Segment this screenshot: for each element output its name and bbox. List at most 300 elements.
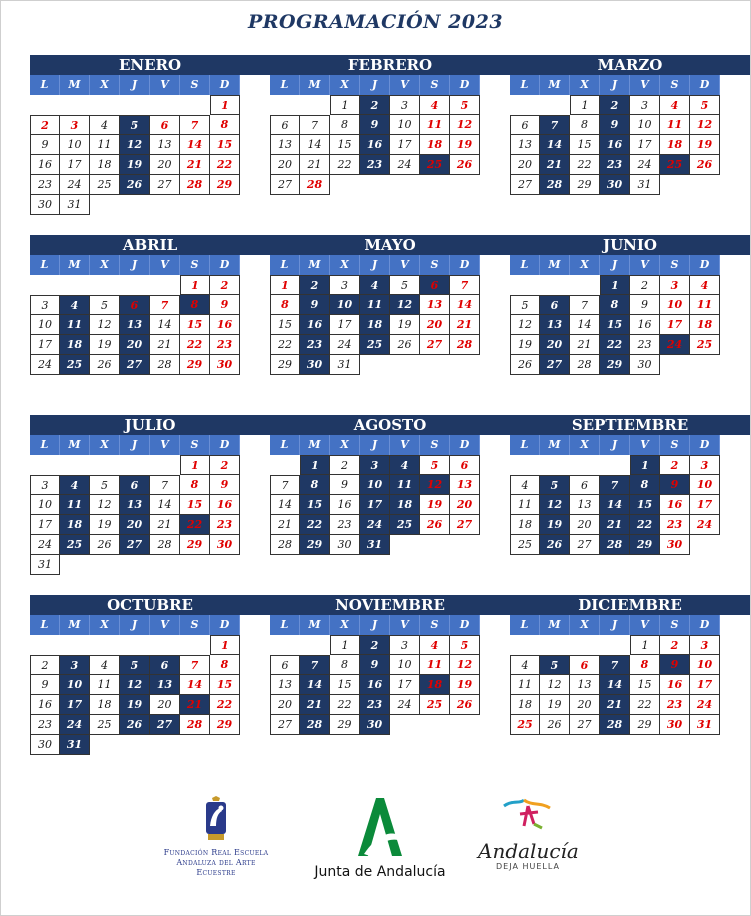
day-cell: 1 [630,635,660,655]
day-cell: 23 [630,335,660,355]
day-cell: 26 [510,355,540,375]
day-cell: 23 [330,515,360,535]
day-cell: 5 [420,455,450,475]
weekday-header: J [120,615,150,635]
day-cell: 24 [630,155,660,175]
weekday-header: S [420,615,450,635]
day-cell: 11 [390,475,420,495]
day-cell: 2 [360,95,390,115]
day-cell: 2 [660,455,690,475]
day-cell: 22 [300,515,330,535]
day-cell: 7 [300,115,330,135]
weekday-header: M [300,435,330,455]
day-cell: 8 [570,115,600,135]
day-cell: 11 [60,495,90,515]
day-cell: 24 [690,515,720,535]
day-cell: 18 [60,515,90,535]
weekday-header: J [120,435,150,455]
day-cell: 5 [450,95,480,115]
day-cell: 11 [90,675,120,695]
day-cell: 18 [690,315,720,335]
weekday-header: X [570,255,600,275]
day-cell: 18 [360,315,390,335]
weekday-header: L [270,255,300,275]
day-cell: 10 [690,475,720,495]
day-cell: 7 [180,115,210,135]
weekday-header: V [390,435,420,455]
day-cell: 22 [180,515,210,535]
day-cell: 16 [360,675,390,695]
day-cell: 10 [60,135,90,155]
day-cell: 8 [210,655,240,675]
weekday-header: M [540,255,570,275]
month-diciembre [510,595,750,735]
fundacion-line2: Andaluza del Arte Ecuestre [176,858,256,877]
day-cell: 29 [210,175,240,195]
day-cell: 19 [450,675,480,695]
empty-cell [570,275,600,295]
weekday-header: D [690,75,720,95]
month-enero [30,55,270,215]
month-title: DICIEMBRE [510,595,750,615]
day-cell: 15 [180,315,210,335]
weekday-header: J [360,615,390,635]
day-cell: 11 [60,315,90,335]
day-cell: 14 [150,495,180,515]
weekday-header: S [420,435,450,455]
day-cell: 6 [420,275,450,295]
day-cell: 8 [270,295,300,315]
weekday-header: V [150,615,180,635]
day-cell: 25 [510,535,540,555]
day-cell: 7 [600,475,630,495]
weekday-header: X [330,435,360,455]
day-cell: 5 [120,655,150,675]
weekday-header: S [180,75,210,95]
day-cell: 27 [150,715,180,735]
day-cell: 14 [270,495,300,515]
day-cell: 19 [540,695,570,715]
month-title: ENERO [30,55,270,75]
day-cell: 15 [570,135,600,155]
day-cell: 24 [660,335,690,355]
day-cell: 28 [150,355,180,375]
day-cell: 28 [300,715,330,735]
empty-cell [510,455,540,475]
day-cell: 22 [210,695,240,715]
day-cell: 23 [30,175,60,195]
weekday-header: J [600,255,630,275]
day-cell: 2 [600,95,630,115]
empty-cell [90,455,120,475]
day-cell: 25 [660,155,690,175]
weekday-header: D [450,75,480,95]
day-cell: 27 [510,175,540,195]
day-cell: 6 [150,115,180,135]
day-cell: 17 [390,675,420,695]
empty-cell [510,635,540,655]
weekday-header: S [180,255,210,275]
month-septiembre [510,415,750,555]
day-cell: 2 [210,275,240,295]
day-cell: 25 [60,355,90,375]
month-title: MARZO [510,55,750,75]
day-cell: 9 [300,295,330,315]
day-cell: 13 [510,135,540,155]
month-julio [30,415,270,575]
day-cell: 16 [630,315,660,335]
day-cell: 14 [180,675,210,695]
day-cell: 11 [690,295,720,315]
day-cell: 12 [390,295,420,315]
day-cell: 21 [180,155,210,175]
day-cell: 19 [690,135,720,155]
day-cell: 26 [90,355,120,375]
weekday-header: M [60,435,90,455]
day-cell: 17 [630,135,660,155]
day-cell: 4 [420,635,450,655]
day-cell: 3 [60,115,90,135]
day-cell: 4 [510,475,540,495]
day-cell: 21 [150,335,180,355]
weekday-header: L [30,615,60,635]
empty-cell [90,635,120,655]
day-cell: 26 [450,155,480,175]
day-cell: 31 [60,735,90,755]
day-cell: 12 [90,315,120,335]
day-cell: 15 [630,495,660,515]
day-cell: 3 [690,635,720,655]
empty-cell [540,635,570,655]
day-cell: 13 [570,675,600,695]
month-days-grid [270,435,510,555]
empty-cell [570,455,600,475]
empty-cell [300,635,330,655]
weekday-header: D [210,615,240,635]
day-cell: 14 [600,495,630,515]
day-cell: 16 [360,135,390,155]
weekday-header: D [690,255,720,275]
day-cell: 9 [600,115,630,135]
weekday-header: M [300,75,330,95]
day-cell: 31 [360,535,390,555]
month-title: MAYO [270,235,510,255]
day-cell: 28 [540,175,570,195]
day-cell: 8 [330,115,360,135]
day-cell: 12 [90,495,120,515]
day-cell: 1 [570,95,600,115]
weekday-header: X [90,255,120,275]
day-cell: 15 [330,675,360,695]
day-cell: 19 [120,155,150,175]
day-cell: 1 [300,455,330,475]
day-cell: 19 [120,695,150,715]
weekday-header: J [360,75,390,95]
day-cell: 23 [660,515,690,535]
weekday-header: V [150,255,180,275]
day-cell: 11 [510,495,540,515]
day-cell: 28 [600,715,630,735]
day-cell: 9 [660,475,690,495]
day-cell: 29 [330,715,360,735]
empty-cell [150,275,180,295]
day-cell: 13 [450,475,480,495]
weekday-header: J [600,615,630,635]
day-cell: 11 [510,675,540,695]
day-cell: 27 [150,175,180,195]
day-cell: 15 [600,315,630,335]
day-cell: 7 [150,295,180,315]
weekday-header: X [90,615,120,635]
weekday-header: J [600,435,630,455]
day-cell: 19 [540,515,570,535]
month-marzo [510,55,750,195]
weekday-header: X [330,75,360,95]
day-cell: 1 [330,95,360,115]
day-cell: 30 [600,175,630,195]
day-cell: 10 [30,495,60,515]
weekday-header: L [510,75,540,95]
weekday-header: J [360,255,390,275]
day-cell: 16 [660,675,690,695]
weekday-header: X [90,75,120,95]
month-days-grid [510,255,750,375]
day-cell: 21 [150,515,180,535]
empty-cell [300,95,330,115]
day-cell: 11 [360,295,390,315]
weekday-header: D [450,615,480,635]
month-mayo [270,235,510,375]
andalucia-logo [478,796,578,871]
andalucia-text: Andalucía [478,839,579,863]
day-cell: 3 [30,295,60,315]
weekday-header: L [510,255,540,275]
day-cell: 9 [330,475,360,495]
day-cell: 25 [90,175,120,195]
junta-text: Junta de Andalucía [314,864,446,880]
day-cell: 27 [450,515,480,535]
day-cell: 15 [330,135,360,155]
weekday-header: D [210,255,240,275]
day-cell: 12 [510,315,540,335]
empty-cell [90,275,120,295]
day-cell: 20 [570,695,600,715]
weekday-header: V [150,435,180,455]
day-cell: 1 [270,275,300,295]
day-cell: 15 [300,495,330,515]
day-cell: 10 [660,295,690,315]
day-cell: 10 [630,115,660,135]
day-cell: 28 [270,535,300,555]
month-days-grid [30,75,270,215]
day-cell: 21 [180,695,210,715]
empty-cell [510,275,540,295]
day-cell: 22 [330,155,360,175]
day-cell: 28 [180,715,210,735]
day-cell: 13 [150,675,180,695]
weekday-header: D [450,255,480,275]
day-cell: 14 [180,135,210,155]
day-cell: 11 [660,115,690,135]
day-cell: 19 [450,135,480,155]
empty-cell [120,95,150,115]
weekday-header: S [420,255,450,275]
day-cell: 5 [120,115,150,135]
month-days-grid [30,615,270,755]
weekday-header: X [570,615,600,635]
day-cell: 28 [300,175,330,195]
weekday-header: L [270,435,300,455]
day-cell: 26 [420,515,450,535]
weekday-header: V [630,435,660,455]
day-cell: 3 [30,475,60,495]
day-cell: 24 [390,695,420,715]
day-cell: 2 [330,455,360,475]
month-days-grid [30,435,270,575]
day-cell: 20 [270,695,300,715]
day-cell: 25 [60,535,90,555]
month-days-grid [270,615,510,735]
page-title: PROGRAMACIÓN 2023 [247,11,504,33]
day-cell: 21 [600,515,630,535]
day-cell: 17 [360,495,390,515]
weekday-header: X [570,435,600,455]
day-cell: 16 [330,495,360,515]
empty-cell [120,635,150,655]
day-cell: 5 [540,655,570,675]
weekday-header: V [390,75,420,95]
day-cell: 21 [300,155,330,175]
day-cell: 30 [210,535,240,555]
day-cell: 15 [210,675,240,695]
day-cell: 5 [510,295,540,315]
month-title: SEPTIEMBRE [510,415,750,435]
day-cell: 15 [210,135,240,155]
day-cell: 28 [150,535,180,555]
day-cell: 21 [300,695,330,715]
day-cell: 2 [30,655,60,675]
day-cell: 20 [150,695,180,715]
day-cell: 17 [30,515,60,535]
logos-footer [0,790,751,890]
day-cell: 7 [150,475,180,495]
day-cell: 18 [60,335,90,355]
day-cell: 30 [660,535,690,555]
andalucia-tagline: DEJA HUELLA [496,862,560,871]
day-cell: 13 [270,135,300,155]
day-cell: 13 [420,295,450,315]
day-cell: 16 [30,155,60,175]
weekday-header: V [390,255,420,275]
day-cell: 26 [450,695,480,715]
junta-a-icon [356,796,404,858]
day-cell: 29 [270,355,300,375]
day-cell: 16 [30,695,60,715]
day-cell: 24 [390,155,420,175]
day-cell: 26 [540,535,570,555]
day-cell: 25 [360,335,390,355]
day-cell: 29 [300,535,330,555]
day-cell: 9 [660,655,690,675]
empty-cell [30,95,60,115]
day-cell: 10 [360,475,390,495]
day-cell: 8 [600,295,630,315]
empty-cell [120,275,150,295]
day-cell: 9 [360,115,390,135]
day-cell: 7 [270,475,300,495]
day-cell: 26 [540,715,570,735]
fundacion-line1: Fundación Real Escuela [163,848,269,857]
day-cell: 26 [690,155,720,175]
empty-cell [180,95,210,115]
month-days-grid [510,615,750,735]
day-cell: 17 [690,675,720,695]
empty-cell [600,635,630,655]
day-cell: 22 [570,155,600,175]
day-cell: 7 [600,655,630,675]
day-cell: 12 [420,475,450,495]
day-cell: 5 [90,295,120,315]
day-cell: 14 [540,135,570,155]
day-cell: 8 [330,655,360,675]
day-cell: 30 [30,735,60,755]
day-cell: 2 [300,275,330,295]
day-cell: 5 [90,475,120,495]
weekday-header: M [60,615,90,635]
day-cell: 27 [570,535,600,555]
day-cell: 18 [420,675,450,695]
day-cell: 30 [210,355,240,375]
day-cell: 1 [210,635,240,655]
day-cell: 21 [570,335,600,355]
day-cell: 19 [510,335,540,355]
day-cell: 25 [690,335,720,355]
empty-cell [150,455,180,475]
day-cell: 22 [600,335,630,355]
day-cell: 17 [390,135,420,155]
day-cell: 23 [300,335,330,355]
day-cell: 26 [390,335,420,355]
day-cell: 29 [570,175,600,195]
weekday-header: D [690,615,720,635]
weekday-header: L [270,615,300,635]
day-cell: 30 [330,535,360,555]
day-cell: 27 [270,715,300,735]
day-cell: 29 [180,535,210,555]
weekday-header: S [660,435,690,455]
day-cell: 16 [210,315,240,335]
weekday-header: X [330,615,360,635]
day-cell: 15 [270,315,300,335]
empty-cell [270,95,300,115]
day-cell: 9 [360,655,390,675]
day-cell: 14 [570,315,600,335]
day-cell: 19 [420,495,450,515]
empty-cell [60,275,90,295]
weekday-header: S [180,435,210,455]
day-cell: 2 [360,635,390,655]
day-cell: 13 [120,495,150,515]
day-cell: 22 [270,335,300,355]
day-cell: 4 [420,95,450,115]
day-cell: 31 [690,715,720,735]
empty-cell [120,455,150,475]
day-cell: 24 [360,515,390,535]
day-cell: 1 [210,95,240,115]
day-cell: 4 [390,455,420,475]
day-cell: 14 [150,315,180,335]
day-cell: 23 [360,695,390,715]
